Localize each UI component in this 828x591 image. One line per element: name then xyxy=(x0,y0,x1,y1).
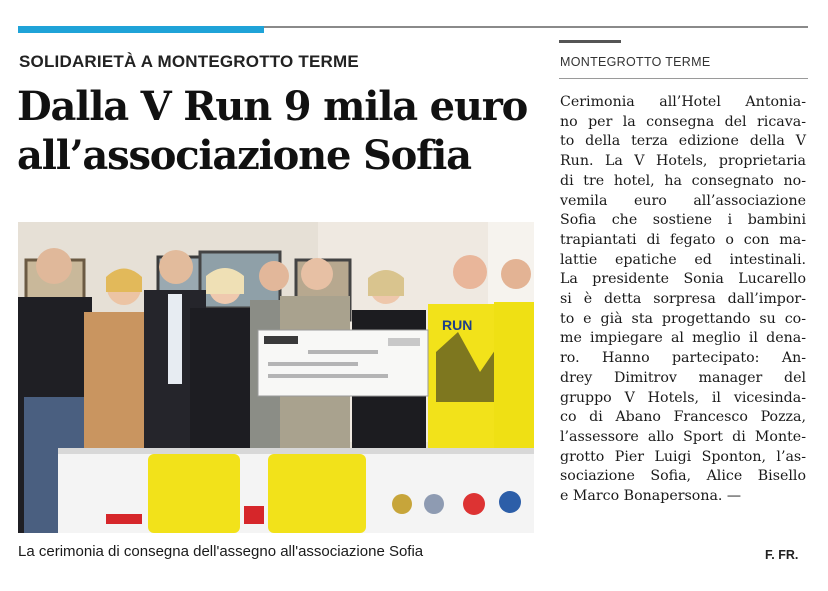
article-photo xyxy=(18,222,534,533)
logo-badge-3 xyxy=(463,493,485,515)
body-line: vemila euro all’associazione xyxy=(560,192,806,209)
body-line: grotto Pier Luigi Sponton, l’as- xyxy=(560,448,806,465)
logo-badge-2 xyxy=(424,494,444,514)
body-line: e Marco Bonapersona. — xyxy=(560,488,742,505)
body-line: co di Abano Francesco Pozza, xyxy=(560,409,806,426)
headline-line-2: all’associazione Sofia xyxy=(17,132,471,179)
body-line: lattie epatiche ed intestinali. xyxy=(560,251,806,268)
body-line: si è detta sorpresa dall’impor- xyxy=(560,291,806,308)
body-line: La presidente Sonia Lucarello xyxy=(560,271,806,288)
body-line: di tre hotel, ha consegnato no- xyxy=(560,172,806,189)
cheque xyxy=(258,330,428,396)
body-line: gruppo V Hotels, il vicesinda- xyxy=(560,389,806,406)
shirt-on-table-1 xyxy=(148,454,240,533)
photo-caption: La cerimonia di consegna dell'assegno all'associazione Sofia xyxy=(18,543,424,560)
body-line: Run. La V Hotels, proprietaria xyxy=(560,153,806,170)
body-line: me impiegare al meglio il dena- xyxy=(560,330,806,347)
body-line: to e già sta progettando su co- xyxy=(560,310,806,327)
kicker: SOLIDARIETÀ A MONTEGROTTO TERME xyxy=(19,52,359,71)
body-line: drey Dimitrov manager del xyxy=(560,369,806,386)
body-line: no per la consegna del ricava- xyxy=(560,113,806,130)
body-line: trapiantati di fegato o con ma- xyxy=(560,231,806,248)
body-line: ro. Hanno partecipato: An- xyxy=(560,350,806,367)
logo-badge-4 xyxy=(499,491,521,513)
shirt-on-table-2 xyxy=(268,454,366,533)
headline xyxy=(17,82,547,180)
body-line: Cerimonia all’Hotel Antonia- xyxy=(560,94,806,110)
author-signature: F. FR. xyxy=(765,548,799,562)
body-line: Sofia che sostiene i bambini xyxy=(560,212,806,229)
sidebar-location: MONTEGROTTO TERME xyxy=(560,55,711,69)
sidebar-divider xyxy=(559,78,808,79)
body-line: l’assessore allo Sport di Monte- xyxy=(560,428,806,445)
shirt-text: RUN xyxy=(442,317,473,333)
section-accent-bar xyxy=(18,26,264,33)
sidebar-rule xyxy=(559,40,621,43)
logo-badge-1 xyxy=(392,494,412,514)
article-body xyxy=(560,93,806,507)
headline-line-1: Dalla V Run 9 mila euro xyxy=(17,83,528,130)
body-line: sociazione Sofia, Alice Bisello xyxy=(560,468,806,485)
body-line: to della terza edizione della V xyxy=(560,133,806,150)
